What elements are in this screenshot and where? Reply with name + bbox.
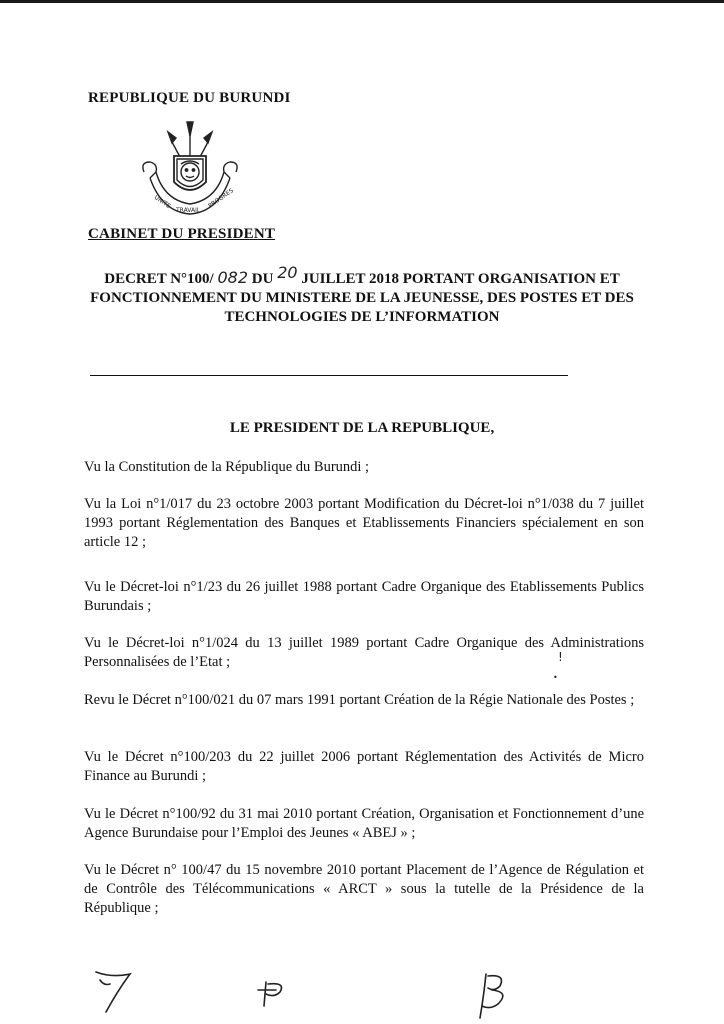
title-part3: JUILLET 2018 PORTANT ORGANISATION ET FONCTIONNEMENT DU MINISTERE DE LA JEUNESSE, DES POSTES ET DES TECHNOLOGIES DE L’INFORMATION [90,271,634,325]
handwritten-decree-number: 082 [217,268,249,287]
title-part2: DU [251,271,274,287]
paragraph: Vu le Décret n°100/203 du 22 juillet 2006 portant Réglementation des Activités de Micro Finance au Burundi ; [84,749,644,784]
decree-title [60,263,664,327]
handwritten-day: 20 [277,263,298,282]
svg-text:TRAVAIL: TRAVAIL [176,207,201,214]
scan-speck: • [553,673,558,682]
president-heading: LE PRESIDENT DE LA REPUBLIQUE, [229,420,495,436]
svg-text:PROGRES: PROGRES [207,187,235,210]
paragraph: Revu le Décret n°100/021 du 07 mars 1991 portant Création de la Régie Nationale des Postes ; [84,692,635,708]
paragraph: Vu le Décret-loi n°1/23 du 26 juillet 1988 portant Cadre Organique des Etablissements Publics Burundais ; [84,579,644,614]
handwritten-initials-icon [0,960,724,1024]
paragraph: Vu la Constitution de la République du Burundi ; [84,459,370,475]
cabinet-heading: CABINET DU PRESIDENT [88,226,276,242]
title-rule [90,375,568,376]
burundi-coat-of-arms-icon [130,112,250,222]
title-part1: DECRET N°100/ [104,271,214,287]
republic-heading: REPUBLIQUE DU BURUNDI [88,90,291,106]
scan-speck: ! [558,650,563,664]
paragraph: Vu le Décret-loi n°1/024 du 13 juillet 1989 portant Cadre Organique des Administrations Personnalisées de l’Etat ; [84,635,644,670]
paragraph: Vu le Décret n°100/92 du 31 mai 2010 portant Création, Organisation et Fonctionnement d’une Agence Burundaise pour l’Emploi des Jeunes « ABEJ » ; [84,806,644,841]
emblem-motto: UNITE [152,193,172,211]
paragraph: Vu le Décret n° 100/47 du 15 novembre 2010 portant Placement de l’Agence de Régulation et de Contrôle des Télécommunications « ARCT » sous la tutelle de la Présidence de la République ; [84,862,644,916]
paragraph: Vu la Loi n°1/017 du 23 octobre 2003 portant Modification du Décret-loi n°1/038 du 7 juillet 1993 portant Réglementation des Banques et Etablissements Financiers spécialement en son article 12 ; [84,496,644,550]
